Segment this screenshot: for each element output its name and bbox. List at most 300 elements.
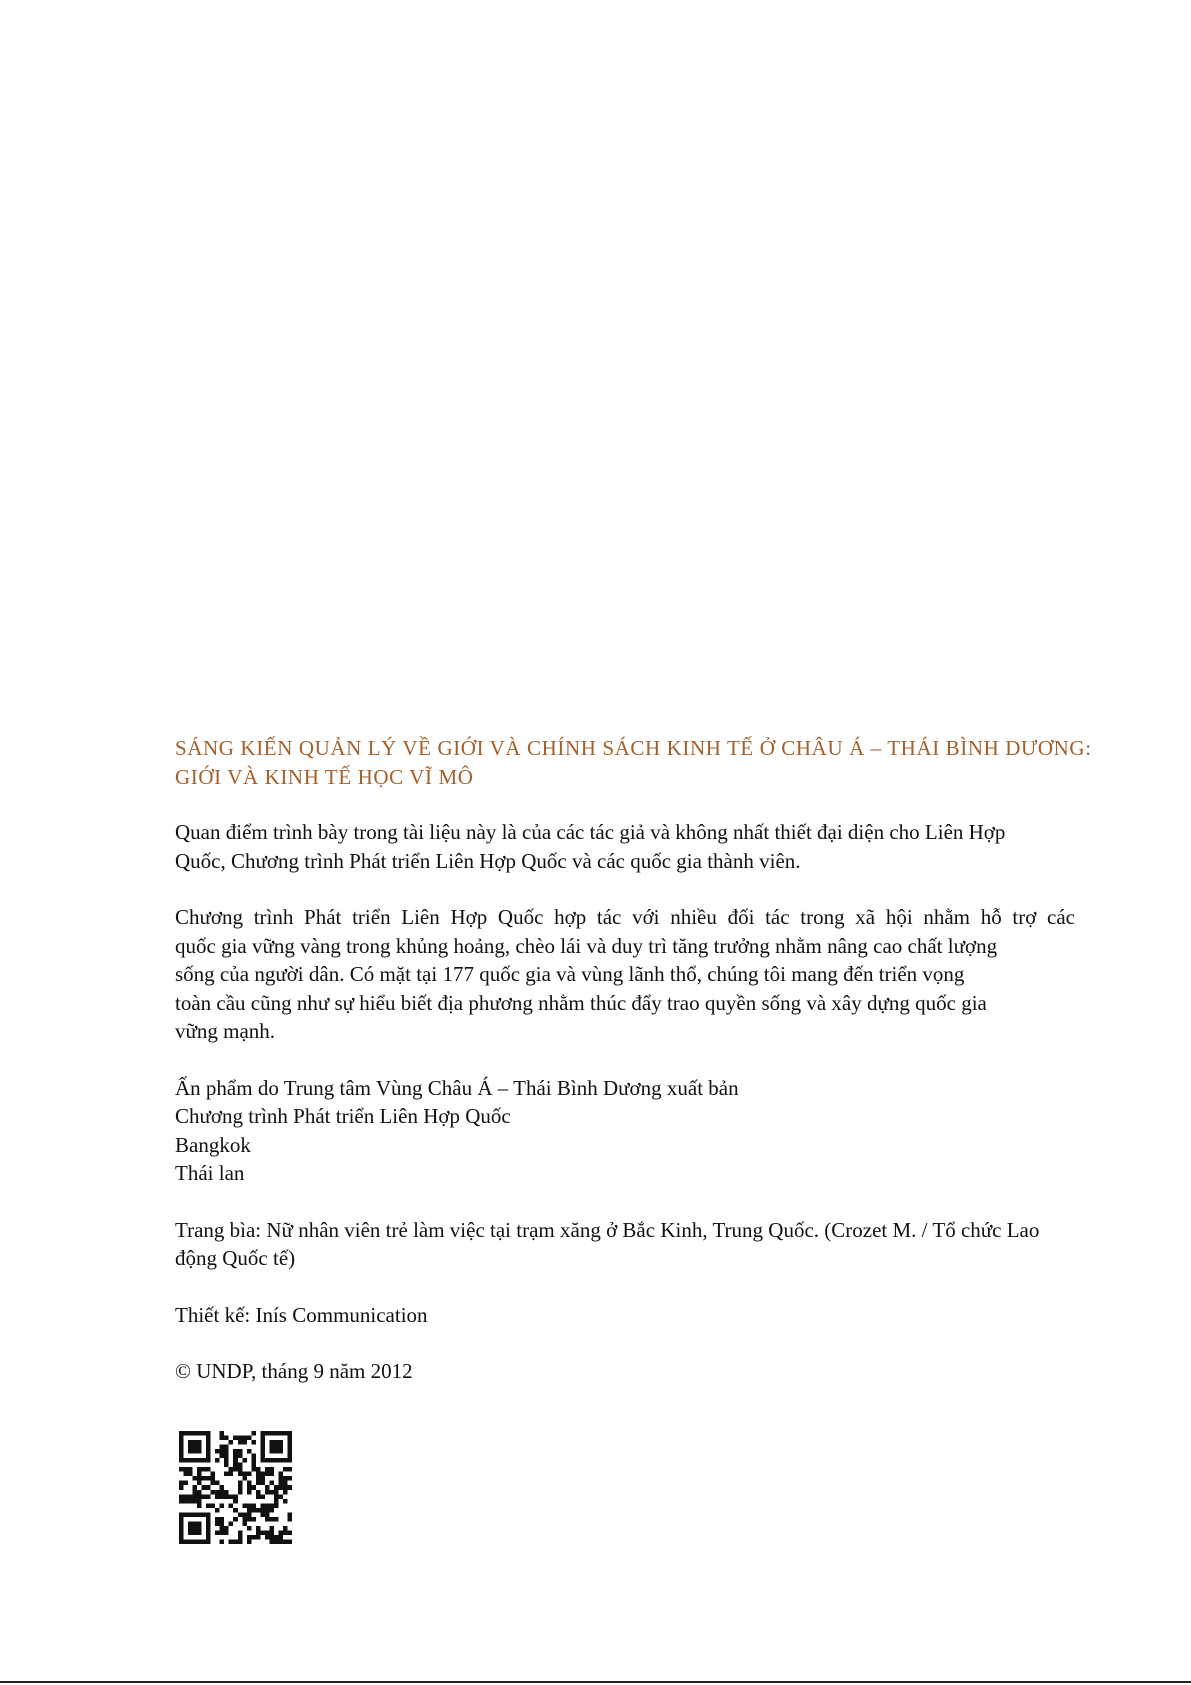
qr-module [283,1467,288,1472]
qr-module [193,1512,198,1517]
qr-module [238,1472,243,1477]
cover-credit-line: động Quốc tế) [175,1246,296,1270]
qr-module [179,1481,184,1486]
qr-module [206,1454,211,1459]
qr-module [188,1431,193,1436]
qr-module [287,1436,292,1441]
qr-module [269,1440,274,1445]
qr-module [238,1449,243,1454]
qr-code-graphic [179,1431,292,1544]
qr-module [188,1499,193,1504]
qr-module [260,1454,265,1459]
qr-module [193,1494,198,1499]
qr-module [197,1431,202,1436]
qr-module [274,1485,279,1490]
qr-module [238,1530,243,1535]
qr-module [197,1503,202,1508]
qr-module [188,1521,193,1526]
qr-module [278,1440,283,1445]
qr-module [220,1494,225,1499]
qr-module [184,1512,189,1517]
qr-module [179,1512,184,1517]
qr-module [179,1458,184,1463]
qr-module [274,1449,279,1454]
qr-module [229,1440,234,1445]
qr-module [188,1440,193,1445]
qr-module [265,1503,270,1508]
qr-module [224,1530,229,1535]
qr-module [242,1521,247,1526]
qr-module [256,1490,261,1495]
qr-module [274,1445,279,1450]
qr-module [188,1472,193,1477]
qr-module [188,1458,193,1463]
qr-module [283,1526,288,1531]
qr-module [197,1490,202,1495]
qr-module [260,1530,265,1535]
qr-module [242,1440,247,1445]
qr-module [206,1539,211,1544]
qr-module [251,1454,256,1459]
qr-module [238,1539,243,1544]
qr-module [287,1485,292,1490]
qr-module [265,1490,270,1495]
qr-module [278,1481,283,1486]
qr-module [287,1539,292,1544]
qr-module [220,1445,225,1450]
qr-module [220,1539,225,1544]
qr-module [233,1467,238,1472]
qr-module [265,1458,270,1463]
qr-module [260,1436,265,1441]
qr-module [202,1539,207,1544]
qr-module [251,1517,256,1522]
qr-module [269,1431,274,1436]
qr-module [247,1512,252,1517]
qr-module [224,1449,229,1454]
qr-module [197,1467,202,1472]
qr-module [193,1530,198,1535]
qr-module [278,1485,283,1490]
qr-module [188,1445,193,1450]
qr-module [233,1449,238,1454]
qr-module [193,1458,198,1463]
qr-module [179,1494,184,1499]
qr-module [287,1512,292,1517]
qr-module [220,1521,225,1526]
qr-module [247,1503,252,1508]
qr-module [278,1530,283,1535]
qr-module [197,1472,202,1477]
qr-module [220,1436,225,1441]
about-line: sống của người dân. Có mặt tại 177 quốc gia và vùng lãnh thổ, chúng tôi mang đến triển vọng [175,962,965,986]
about-line: quốc gia vững vàng trong khủng hoảng, chèo lái và duy trì tăng trưởng nhằm nâng cao chất lượng [175,933,998,958]
qr-module [247,1481,252,1486]
qr-module [269,1535,274,1540]
qr-module [202,1485,207,1490]
qr-module [238,1440,243,1445]
qr-module [197,1440,202,1445]
qr-module [220,1503,225,1508]
qr-module [184,1494,189,1499]
qr-module [193,1499,198,1504]
qr-module [202,1458,207,1463]
qr-module [274,1431,279,1436]
qr-module [206,1449,211,1454]
qr-module [206,1503,211,1508]
qr-module [206,1512,211,1517]
qr-module [184,1467,189,1472]
qr-module [247,1485,252,1490]
qr-module [242,1476,247,1481]
qr-module [283,1458,288,1463]
qr-module [233,1539,238,1544]
qr-module [274,1517,279,1522]
qr-module [242,1503,247,1508]
qr-module [238,1436,243,1441]
disclaimer-paragraph [175,818,1075,875]
qr-module [197,1445,202,1450]
qr-module [215,1490,220,1495]
qr-module [206,1467,211,1472]
qr-module [256,1526,261,1531]
about-line: toàn cầu cũng như sự hiểu biết địa phương nhằm thúc đẩy trao quyền sống và xây dựng quốc gia [175,990,987,1015]
qr-module [269,1530,274,1535]
qr-module [188,1494,193,1499]
qr-module [179,1449,184,1454]
qr-module [274,1535,279,1540]
qr-module [247,1490,252,1495]
qr-module [184,1539,189,1544]
publisher-line: Ấn phẩm do Trung tâm Vùng Châu Á – Thái Bình Dương xuất bản [175,1075,739,1100]
qr-module [202,1431,207,1436]
qr-module [188,1512,193,1517]
qr-module [269,1458,274,1463]
copyright-paragraph [175,1357,1075,1386]
publisher-paragraph [175,1074,1075,1188]
qr-module [224,1526,229,1531]
qr-module [206,1485,211,1490]
qr-module [247,1535,252,1540]
qr-module [188,1467,193,1472]
qr-module [287,1476,292,1481]
qr-module [233,1458,238,1463]
qr-module [202,1476,207,1481]
qr-module [274,1539,279,1544]
qr-module [287,1431,292,1436]
qr-module [265,1472,270,1477]
qr-module [265,1530,270,1535]
qr-module [224,1436,229,1441]
qr-module [233,1508,238,1513]
qr-module [220,1530,225,1535]
qr-module [238,1512,243,1517]
qr-module [211,1476,216,1481]
qr-module [220,1485,225,1490]
qr-module [220,1449,225,1454]
qr-module [238,1463,243,1468]
qr-module [184,1481,189,1486]
qr-module [242,1517,247,1522]
qr-module [238,1485,243,1490]
qr-module [206,1458,211,1463]
qr-module [179,1517,184,1522]
qr-module [269,1449,274,1454]
qr-module [256,1476,261,1481]
qr-module [215,1458,220,1463]
qr-module [251,1467,256,1472]
qr-module [220,1517,225,1522]
qr-module [251,1508,256,1513]
qr-module [269,1445,274,1450]
qr-module [188,1526,193,1531]
qr-module [278,1535,283,1540]
qr-module [197,1481,202,1486]
qr-module [179,1499,184,1504]
qr-module [220,1454,225,1459]
qr-module [206,1526,211,1531]
qr-module [193,1431,198,1436]
qr-module [251,1431,256,1436]
design-credit-paragraph [175,1301,1075,1330]
qr-module [215,1517,220,1522]
qr-module [211,1490,216,1495]
qr-module [247,1436,252,1441]
qr-module [193,1539,198,1544]
qr-module [278,1539,283,1544]
qr-module [269,1472,274,1477]
qr-module [193,1476,198,1481]
qr-module [179,1521,184,1526]
qr-module [197,1512,202,1517]
document-title [175,734,1180,792]
title-line: SÁNG KIẾN QUẢN LÝ VỀ GIỚI VÀ CHÍNH SÁCH KINH TẾ Ở CHÂU Á – THÁI BÌNH DƯƠNG: [175,736,1092,760]
qr-module [206,1521,211,1526]
qr-module [269,1467,274,1472]
qr-module [193,1490,198,1495]
qr-module [256,1508,261,1513]
qr-module [179,1445,184,1450]
qr-module [206,1445,211,1450]
qr-module [233,1436,238,1441]
copyright-notice: © UNDP, tháng 9 năm 2012 [175,1359,413,1383]
qr-module [179,1526,184,1531]
qr-module [179,1436,184,1441]
qr-module [197,1521,202,1526]
qr-module [179,1485,184,1490]
qr-module [260,1512,265,1517]
qr-code-icon [179,1431,292,1544]
qr-module [184,1499,189,1504]
qr-module [220,1526,225,1531]
qr-module [224,1454,229,1459]
qr-module [287,1445,292,1450]
qr-module [238,1490,243,1495]
qr-module [278,1476,283,1481]
qr-module [256,1481,261,1486]
page-bottom-rule [0,1681,1191,1683]
qr-module [265,1517,270,1522]
qr-module [242,1458,247,1463]
qr-module [215,1508,220,1513]
qr-module [220,1431,225,1436]
qr-module [260,1481,265,1486]
qr-module [251,1485,256,1490]
qr-module [197,1494,202,1499]
qr-module [278,1449,283,1454]
qr-module [197,1539,202,1544]
qr-module [238,1454,243,1459]
qr-module [224,1494,229,1499]
qr-module [193,1521,198,1526]
qr-module [260,1508,265,1513]
qr-module [247,1526,252,1531]
qr-module [256,1472,261,1477]
qr-module [283,1481,288,1486]
qr-module [274,1440,279,1445]
qr-module [193,1526,198,1531]
design-credit: Thiết kế: Inís Communication [175,1302,428,1327]
qr-module [197,1449,202,1454]
about-paragraph [175,903,1075,1046]
qr-module [247,1517,252,1522]
qr-module [188,1539,193,1544]
qr-module [197,1530,202,1535]
qr-module [188,1449,193,1454]
qr-module [260,1458,265,1463]
qr-module [265,1512,270,1517]
qr-module [247,1539,252,1544]
qr-module [265,1508,270,1513]
qr-module [224,1445,229,1450]
qr-module [251,1440,256,1445]
qr-module [283,1539,288,1544]
qr-module [238,1535,243,1540]
qr-module [184,1472,189,1477]
qr-module [202,1467,207,1472]
qr-module [229,1521,234,1526]
qr-module [193,1445,198,1450]
qr-module [184,1431,189,1436]
about-line: Chương trình Phát triển Liên Hợp Quốc hợp tác với nhiều đối tác trong xã hội nhằm hỗ trợ các [175,905,1075,929]
qr-module [206,1440,211,1445]
qr-module [202,1494,207,1499]
qr-module [260,1472,265,1477]
qr-module [179,1467,184,1472]
qr-module [247,1508,252,1513]
qr-module [233,1517,238,1522]
qr-module [265,1467,270,1472]
qr-module [211,1503,216,1508]
qr-module [179,1530,184,1535]
qr-module [197,1526,202,1531]
qr-module [224,1472,229,1477]
qr-module [283,1431,288,1436]
qr-module [256,1494,261,1499]
qr-module [278,1494,283,1499]
qr-module [215,1449,220,1454]
qr-module [242,1472,247,1477]
qr-module [260,1440,265,1445]
qr-module [274,1490,279,1495]
qr-module [179,1431,184,1436]
qr-module [197,1499,202,1504]
qr-module [179,1539,184,1544]
qr-module [238,1467,243,1472]
qr-module [256,1530,261,1535]
qr-module [274,1503,279,1508]
qr-module [188,1530,193,1535]
qr-module [242,1512,247,1517]
qr-module [278,1458,283,1463]
qr-module [233,1454,238,1459]
qr-module [206,1436,211,1441]
qr-module [278,1431,283,1436]
qr-module [251,1503,256,1508]
qr-module [265,1431,270,1436]
qr-module [229,1539,234,1544]
qr-module [274,1499,279,1504]
qr-module [197,1476,202,1481]
qr-module [283,1499,288,1504]
qr-module [251,1463,256,1468]
qr-module [215,1521,220,1526]
qr-module [215,1481,220,1486]
imprint-block [175,734,1180,1414]
qr-module [179,1454,184,1459]
qr-module [206,1431,211,1436]
qr-module [287,1458,292,1463]
qr-module [283,1485,288,1490]
qr-module [283,1530,288,1535]
qr-module [211,1472,216,1477]
qr-module [287,1454,292,1459]
qr-module [269,1481,274,1486]
qr-module [215,1494,220,1499]
qr-module [224,1490,229,1495]
qr-module [287,1449,292,1454]
qr-module [193,1440,198,1445]
qr-module [278,1472,283,1477]
qr-module [265,1535,270,1540]
qr-module [238,1481,243,1486]
qr-module [265,1485,270,1490]
qr-module [260,1445,265,1450]
qr-module [278,1445,283,1450]
qr-module [260,1449,265,1454]
qr-module [179,1535,184,1540]
qr-module [283,1476,288,1481]
qr-module [247,1472,252,1477]
qr-module [269,1508,274,1513]
qr-module [274,1458,279,1463]
qr-module [287,1467,292,1472]
qr-module [251,1458,256,1463]
cover-credit-line: Trang bìa: Nữ nhân viên trẻ làm việc tại trạm xăng ở Bắc Kinh, Trung Quốc. (Crozet M. / Tổ chức Lao [175,1217,1040,1242]
qr-module [287,1517,292,1522]
qr-module [197,1458,202,1463]
qr-module [206,1476,211,1481]
qr-module [269,1526,274,1531]
qr-module [211,1481,216,1486]
qr-module [256,1467,261,1472]
qr-module [256,1535,261,1540]
disclaimer-line: Quốc, Chương trình Phát triển Liên Hợp Quốc và các quốc gia thành viên. [175,848,801,873]
qr-module [242,1436,247,1441]
publisher-line: Thái lan [175,1161,245,1185]
qr-module [247,1449,252,1454]
qr-module [224,1463,229,1468]
